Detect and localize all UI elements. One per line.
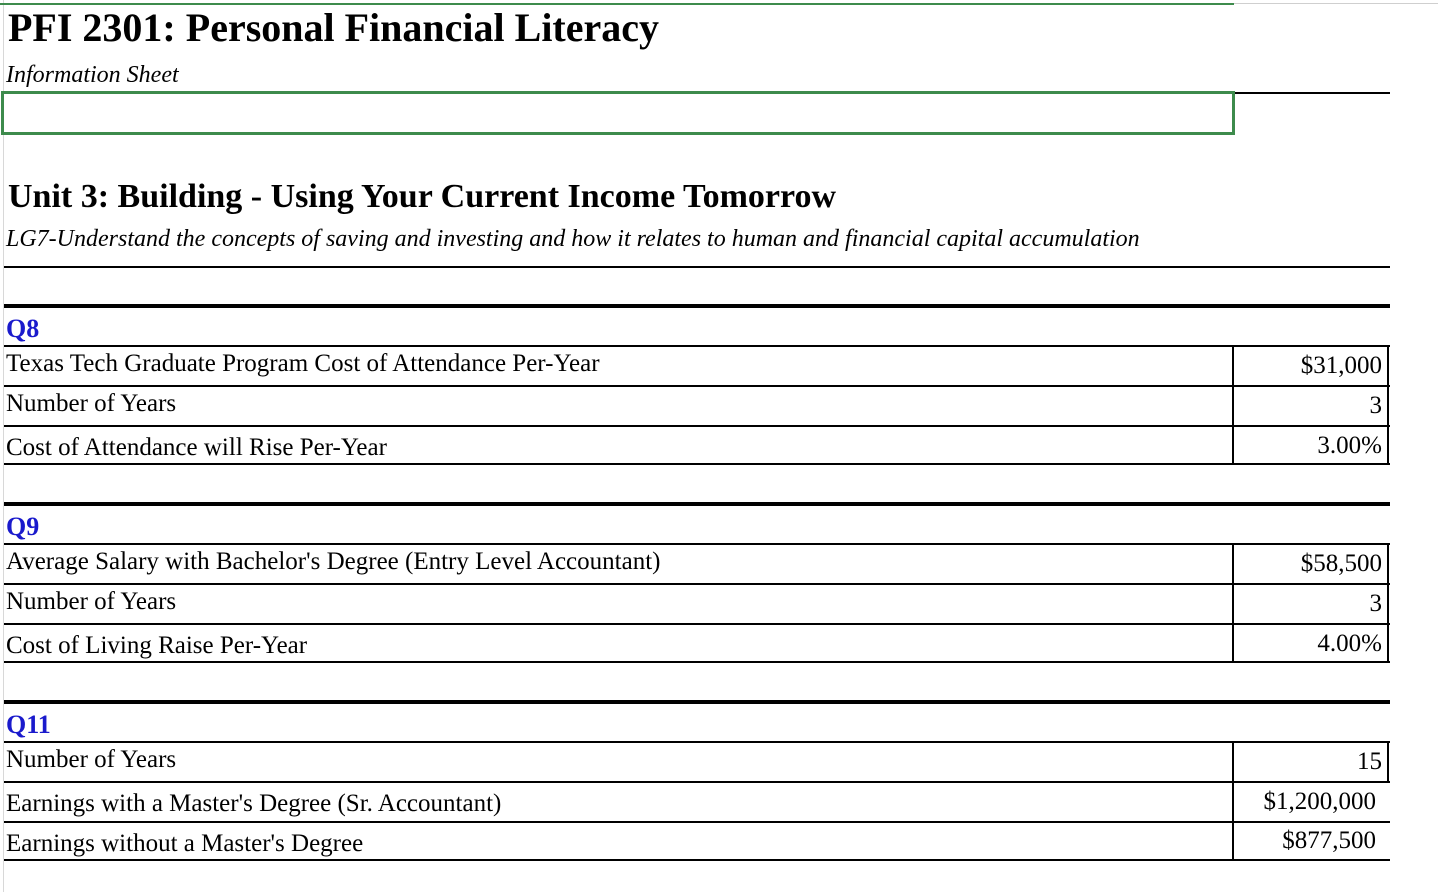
- cell-label[interactable]: Number of Years: [6, 746, 177, 773]
- row-border: [4, 583, 1390, 585]
- learning-goal[interactable]: LG7-Understand the concepts of saving and investing and how it relates to human and financial capital accumulation: [6, 226, 1140, 252]
- cell-label[interactable]: Number of Years: [6, 588, 177, 615]
- cell-label[interactable]: Texas Tech Graduate Program Cost of Attendance Per-Year: [6, 350, 600, 377]
- row-border: [4, 543, 1390, 545]
- cell-label[interactable]: Average Salary with Bachelor's Degree (Entry Level Accountant): [6, 548, 661, 575]
- cell-value[interactable]: 3.00%: [1317, 432, 1382, 459]
- row-border: [4, 821, 1390, 823]
- cell-value[interactable]: $877,500: [1282, 827, 1376, 854]
- value-column-left-border: [1232, 346, 1234, 465]
- value-column-right-border: [1387, 742, 1389, 782]
- value-column-right-border: [1387, 346, 1389, 465]
- sheet-title[interactable]: PFI 2301: Personal Financial Literacy: [8, 5, 660, 50]
- row-border: [4, 425, 1390, 427]
- section-label-q11[interactable]: Q11: [6, 710, 51, 739]
- cell-value[interactable]: 15: [1357, 748, 1382, 775]
- value-column-left-border: [1232, 544, 1234, 663]
- section-divider: [4, 304, 1390, 308]
- cell-label[interactable]: Number of Years: [6, 390, 177, 417]
- unit-heading[interactable]: Unit 3: Building - Using Your Current Income Tomorrow: [8, 178, 837, 215]
- cell-value[interactable]: $31,000: [1300, 352, 1382, 379]
- cell-label[interactable]: Cost of Living Raise Per-Year: [6, 632, 308, 659]
- value-column-right-border: [1387, 544, 1389, 663]
- gridline-top: [1234, 3, 1438, 4]
- cell-value[interactable]: 3: [1369, 392, 1382, 419]
- row-border: [4, 781, 1390, 783]
- cell-label[interactable]: Cost of Attendance will Rise Per-Year: [6, 434, 387, 461]
- section-label-q9[interactable]: Q9: [6, 512, 40, 541]
- row-border: [4, 623, 1390, 625]
- sheet-subtitle[interactable]: Information Sheet: [6, 62, 179, 88]
- unit-rule: [4, 266, 1390, 268]
- cell-value[interactable]: $1,200,000: [1263, 788, 1376, 815]
- row-border: [4, 345, 1390, 347]
- section-divider: [4, 700, 1390, 704]
- row-border: [4, 463, 1390, 465]
- row-border: [4, 661, 1390, 663]
- row-border: [4, 741, 1390, 743]
- row-border: [4, 385, 1390, 387]
- cell-label[interactable]: Earnings with a Master's Degree (Sr. Accountant): [6, 790, 502, 817]
- cell-value[interactable]: 3: [1369, 590, 1382, 617]
- selected-cell[interactable]: [1, 91, 1235, 135]
- cell-value[interactable]: 4.00%: [1317, 630, 1382, 657]
- section-label-q8[interactable]: Q8: [6, 314, 40, 343]
- value-column-left-border: [1232, 742, 1234, 861]
- row-border: [4, 859, 1390, 861]
- cell-value[interactable]: $58,500: [1300, 550, 1382, 577]
- section-divider: [4, 502, 1390, 506]
- cell-label[interactable]: Earnings without a Master's Degree: [6, 830, 364, 857]
